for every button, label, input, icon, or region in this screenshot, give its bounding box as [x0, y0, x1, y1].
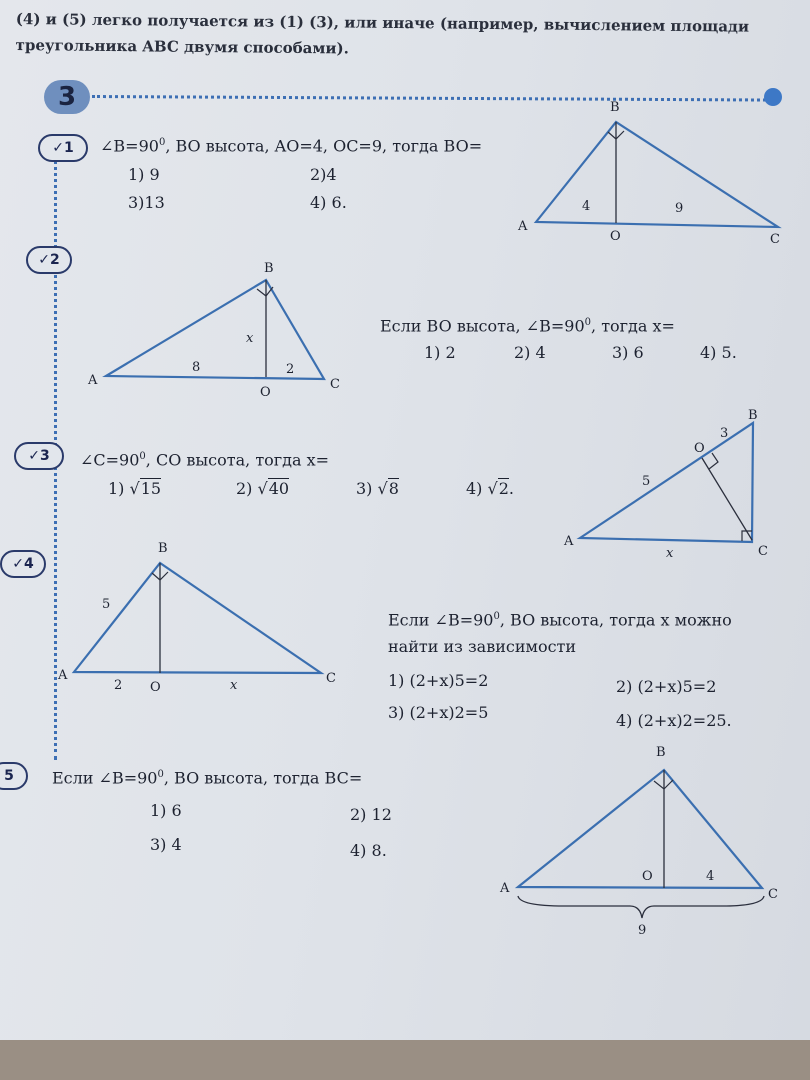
problem-2-marker: ✓2 [26, 246, 72, 274]
problem-3-marker: ✓3 [14, 442, 64, 470]
problem-1-option-3: 3)13 [128, 193, 165, 212]
problem-3-option-3: 3) √8 [356, 479, 399, 498]
problem-1-option-1: 1) 9 [128, 165, 160, 184]
problem-4-option-4: 4) (2+x)2=25. [616, 711, 732, 730]
fig4-label-x: x [230, 678, 238, 693]
problem-5-option-4: 4) 8. [350, 841, 387, 860]
problem-2-option-3: 3) 6 [612, 343, 644, 362]
problem-5-option-3: 3) 4 [150, 835, 182, 854]
problem-1-option-4: 4) 6. [310, 193, 347, 212]
fig2-label-o: O [260, 385, 271, 398]
problem-3-question: $\angle C=90^0$, CO высота, тогда x= [80, 450, 330, 470]
problem-4-question-line-2: найти из зависимости [388, 637, 577, 656]
table-surface [0, 1040, 810, 1080]
fig5-label-o: O [642, 869, 653, 884]
problem-3-option-4: 4) √2. [466, 479, 514, 498]
intro-line-1: (4) и (5) легко получается из (1) (3), или иначе (например, вычислением площади [15, 9, 750, 36]
fig1-length-ao: 4 [582, 199, 591, 214]
intro-text [15, 6, 796, 66]
problem-1-triangle-figure [510, 95, 795, 250]
fig3-label-a: A [564, 534, 574, 549]
fig3-label-b: B [748, 408, 758, 423]
fig1-label-a: A [518, 219, 528, 234]
fig3-length-ob: 3 [720, 426, 729, 441]
problem-5-marker: 5 [0, 762, 28, 790]
problem-3-option-2: 2) √40 [236, 479, 290, 498]
fig5-length-oc: 4 [706, 869, 715, 884]
problem-5-option-2: 2) 12 [350, 805, 392, 824]
fig3-label-c: C [758, 544, 768, 559]
problem-4-option-2: 2) (2+x)5=2 [616, 677, 717, 696]
fig3-label-x: x [666, 546, 674, 561]
fig5-label-a: A [500, 881, 510, 896]
problem-5-question: Если $\angle B=90^0$, BO высота, тогда BC= [52, 768, 363, 788]
fig1-label-b: B [610, 100, 620, 115]
fig2-length-ao: 8 [192, 360, 201, 375]
problem-3-triangle-figure [560, 405, 795, 565]
fig4-label-c: C [326, 671, 336, 686]
problem-2-triangle-figure [84, 258, 354, 398]
intro-line-2: треугольника ABC двумя способами). [15, 35, 349, 58]
fig2-length-oc: 2 [286, 362, 295, 377]
problem-2-option-1: 1) 2 [424, 343, 456, 362]
section-number-badge: 3 [44, 80, 90, 114]
fig4-label-a: A [58, 668, 68, 683]
problem-2-question: Если BO высота, $\angle B=90^0$, тогда x= [380, 316, 675, 336]
fig2-label-b: B [264, 261, 274, 276]
problem-1-option-2: 2)4 [310, 165, 337, 184]
fig4-label-o: O [150, 680, 161, 695]
problem-1-question: $\angle B=90^0$, BO высота, AO=4, OC=9, тогда BO= [100, 136, 483, 156]
fig1-label-c: C [770, 232, 780, 247]
fig1-length-oc: 9 [675, 201, 684, 216]
fig4-label-b: B [158, 541, 168, 556]
problem-4-option-1: 1) (2+x)5=2 [388, 671, 489, 690]
problem-4-option-3: 3) (2+x)2=5 [388, 703, 489, 722]
fig3-length-ao: 5 [642, 474, 651, 489]
problem-2-option-2: 2) 4 [514, 343, 546, 362]
fig4-length-ab: 5 [102, 597, 111, 612]
fig5-label-b: B [656, 745, 666, 760]
fig2-label-c: C [330, 377, 340, 392]
fig2-label-a: A [88, 373, 98, 388]
problem-4-question: Если $\angle B=90^0$, BO высота, тогда x можно [388, 610, 732, 630]
fig2-label-x: x [246, 331, 254, 346]
fig3-label-o: O [694, 441, 705, 456]
fig5-length-ac: 9 [638, 923, 647, 938]
fig5-label-c: C [768, 887, 778, 902]
problem-4-marker: ✓4 [0, 550, 46, 578]
problem-5-triangle-figure [494, 738, 794, 938]
fig1-label-o: O [610, 229, 621, 244]
fig4-length-ao: 2 [114, 678, 123, 693]
problem-2-option-4: 4) 5. [700, 343, 737, 362]
problem-3-option-1: 1) √15 [108, 479, 162, 498]
problem-4-triangle-figure [54, 535, 354, 695]
problem-1-marker: ✓1 [38, 134, 88, 162]
problem-5-option-1: 1) 6 [150, 801, 182, 820]
